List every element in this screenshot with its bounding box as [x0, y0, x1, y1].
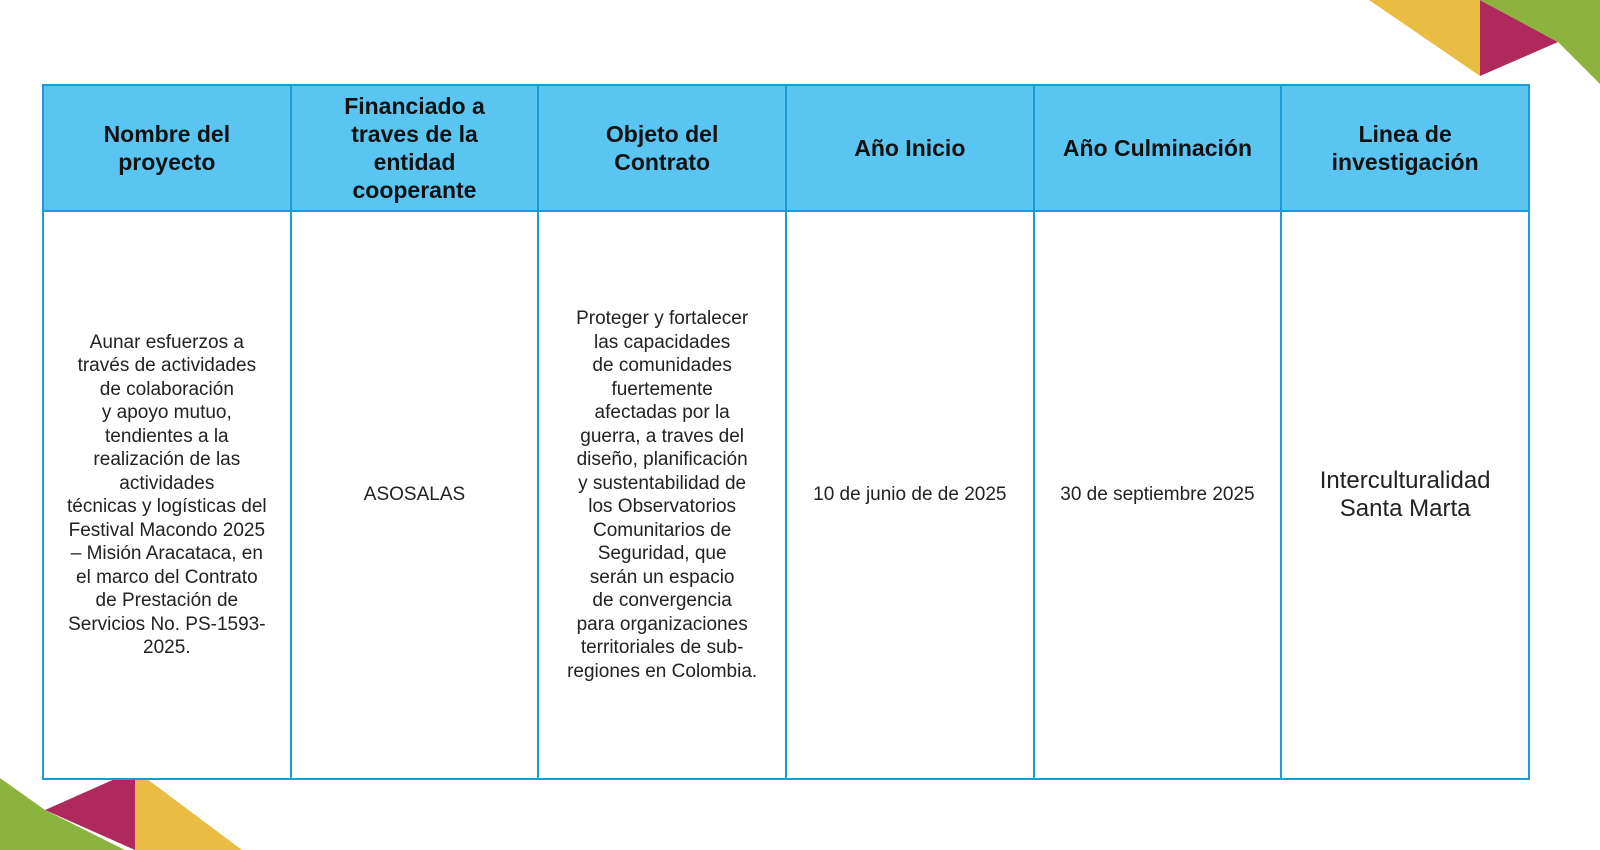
table-header-row	[43, 85, 1529, 211]
table-row	[43, 211, 1529, 779]
cell-nombre-proyecto: Aunar esfuerzos a través de actividades de colaboración y apoyo mutuo, tendientes a la realización de las actividades técnicas y logísticas del Festival Macondo 2025 – Misión Aracataca, en el marco del Contrato de Prestación de Servicios No. PS-1593- 2025.	[43, 211, 291, 779]
cell-ano-inicio: 10 de junio de de 2025	[786, 211, 1034, 779]
corner-decoration-bottom	[0, 770, 250, 850]
cell-objeto-contrato: Proteger y fortalecer las capacidades de comunidades fuertemente afectadas por la guerra, a traves del diseño, planificación y sustentabilidad de los Observatorios Comunitarios de Seguridad, que serán un espacio de convergencia para organizaciones territoriales de sub- regiones en Colombia.	[538, 211, 786, 779]
header-linea-investigacion: Linea de investigación	[1281, 85, 1529, 211]
header-nombre-proyecto: Nombre del proyecto	[43, 85, 291, 211]
projects-table	[42, 84, 1530, 780]
cell-linea-investigacion: Interculturalidad Santa Marta	[1281, 211, 1529, 779]
corner-decoration-top	[1320, 0, 1600, 90]
cell-ano-culminacion: 30 de septiembre 2025	[1034, 211, 1282, 779]
header-ano-culminacion: Año Culminación	[1034, 85, 1282, 211]
header-financiado: Financiado a traves de la entidad cooperante	[291, 85, 539, 211]
header-ano-inicio: Año Inicio	[786, 85, 1034, 211]
cell-financiado: ASOSALAS	[291, 211, 539, 779]
header-objeto-contrato: Objeto del Contrato	[538, 85, 786, 211]
projects-table-container	[42, 84, 1530, 780]
